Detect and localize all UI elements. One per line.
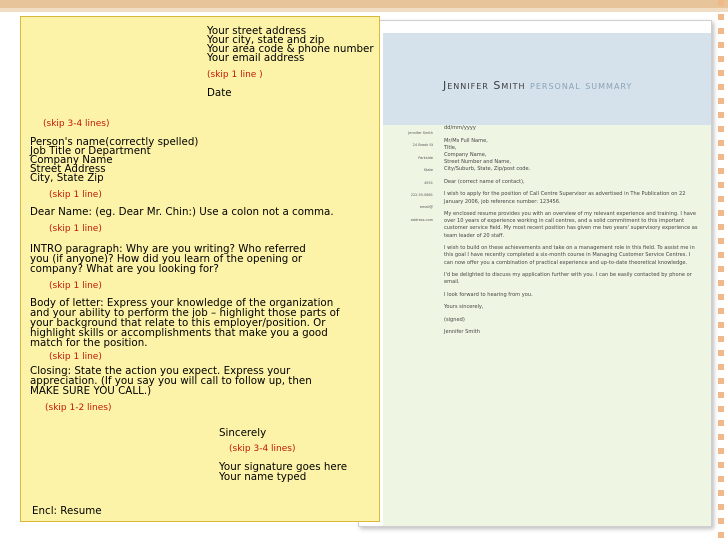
right-decor-dots xyxy=(718,0,724,546)
recipient-line: Street Address xyxy=(30,163,106,175)
typed-name-line: Your name typed xyxy=(219,471,307,483)
sample-summary-label: personal summary xyxy=(530,79,633,92)
sample-contact-line: email@ xyxy=(419,205,433,210)
sample-date: dd/mm/yyyy xyxy=(444,125,476,131)
sample-salutation: Dear (correct name of contact), xyxy=(444,178,525,185)
sample-contact-line: Jennifer Smith xyxy=(408,131,433,135)
sample-typed-name: Jennifer Smith xyxy=(444,329,480,336)
top-decor-stripe-light xyxy=(0,8,728,12)
enclosure-line: Encl: Resume xyxy=(32,505,102,517)
date-placeholder: Date xyxy=(207,87,232,99)
salutation-instruction: Dear Name: (eg. Dear Mr. Chin:) Use a colon not a comma. xyxy=(30,206,334,218)
recipient-line: City, State Zip xyxy=(30,172,104,184)
sample-contact-line: Parkside xyxy=(418,155,433,160)
recipient-line: Company Name xyxy=(30,154,113,166)
intro-line: INTRO paragraph: Why are you writing? Who referred xyxy=(30,243,306,255)
signature-line: Your signature goes here xyxy=(219,461,348,473)
sample-paragraph-1: I wish to apply for the position of Call Centre Supervisor as advertised in The Publication on 22 January 2006, job reference number: 123456. xyxy=(444,191,686,205)
skip-lines-note: (skip 3-4 lines) xyxy=(43,119,110,129)
sample-contact-line: 24 Brook St xyxy=(412,143,433,148)
skip-line-note: (skip 1 line) xyxy=(49,352,102,362)
return-address-line: Your city, state and zip xyxy=(207,34,325,46)
sample-signed: (signed) xyxy=(444,316,465,323)
sample-contact-line: State xyxy=(423,168,433,173)
sample-address-line: City/Suburb, State, Zip/post code. xyxy=(444,166,531,173)
letter-template-panel xyxy=(20,16,380,522)
sample-contact-column xyxy=(385,127,433,226)
return-address-line: Your area code & phone number xyxy=(207,43,374,55)
body-line: Body of letter: Express your knowledge of the organization xyxy=(30,297,334,309)
body-line: and your ability to perform the job – highlight those parts of xyxy=(30,307,340,319)
intro-line: you (if anyone)? How did you learn of the opening or xyxy=(30,253,303,265)
sample-address-line: Company Name, xyxy=(444,151,487,158)
return-address-line: Your street address xyxy=(207,25,307,37)
sample-contact-line: 222.55.0681 xyxy=(410,193,433,198)
sample-address-line: Title, xyxy=(444,144,457,151)
skip-line-note: (skip 1 line) xyxy=(49,281,102,291)
sample-paragraph-5: I look forward to hearing from you. xyxy=(444,291,533,298)
recipient-line: Person's name(correctly spelled) xyxy=(30,136,199,148)
body-line: match for the position. xyxy=(30,337,148,349)
return-address-line: Your email address xyxy=(207,52,305,64)
body-line: highlight skills or accomplishments that make you a good xyxy=(30,327,328,339)
skip-line-note: (skip 1 line) xyxy=(49,224,102,234)
closing-line: MAKE SURE YOU CALL.) xyxy=(30,385,152,397)
sample-letter-document xyxy=(358,20,712,527)
skip-line-note: (skip 1 line) xyxy=(49,190,102,200)
closing-line: Closing: State the action you expect. Express your xyxy=(30,365,291,377)
sample-name: Jennifer Smith xyxy=(443,79,526,92)
skip-lines-note: (skip 3-4 lines) xyxy=(229,444,296,454)
skip-lines-note: (skip 1-2 lines) xyxy=(45,403,112,413)
sample-paragraph-2: My enclosed resume provides you with an overview of my relevant experience and training. I have over 10 years of experience working in call centres, and a solid commitment to this important customer service field. My most recent position has given me two years' supervisory experience as team leader of 20 staff. xyxy=(444,211,698,239)
sample-contact-line: 4551 xyxy=(424,180,433,185)
closing-line: appreciation. (If you say you will call to follow up, then xyxy=(30,375,312,387)
sample-paragraph-4: I'd be delighted to discuss my application further with you. I can be easily contacted by phone or email. xyxy=(444,272,692,286)
top-decor-stripe xyxy=(0,0,728,8)
body-line: your background that relate to this employer/position. Or xyxy=(30,317,326,329)
sample-title xyxy=(443,79,632,92)
intro-line: company? What are you looking for? xyxy=(30,263,219,275)
sample-address-block xyxy=(444,138,699,174)
sample-closing: Yours sincerely, xyxy=(444,304,484,311)
sample-letter-body xyxy=(444,125,699,342)
sample-paragraph-3: I wish to build on these achievements and take on a management role in this field. To assist me in this goal I have recently completed a six-month course in Managing Customer Service Centres. I can now offer you a combination of practical experience and up-to-date theoretical knowledge. xyxy=(444,245,695,266)
sample-address-line: Street Number and Name, xyxy=(444,159,512,166)
sample-contact-line: address.com xyxy=(410,217,433,222)
sincerely-closing: Sincerely xyxy=(219,427,267,439)
sample-address-line: Mr/Ms Full Name, xyxy=(444,137,488,144)
skip-line-note: (skip 1 line ) xyxy=(207,70,263,80)
recipient-line: Job Title or Department xyxy=(30,145,151,157)
